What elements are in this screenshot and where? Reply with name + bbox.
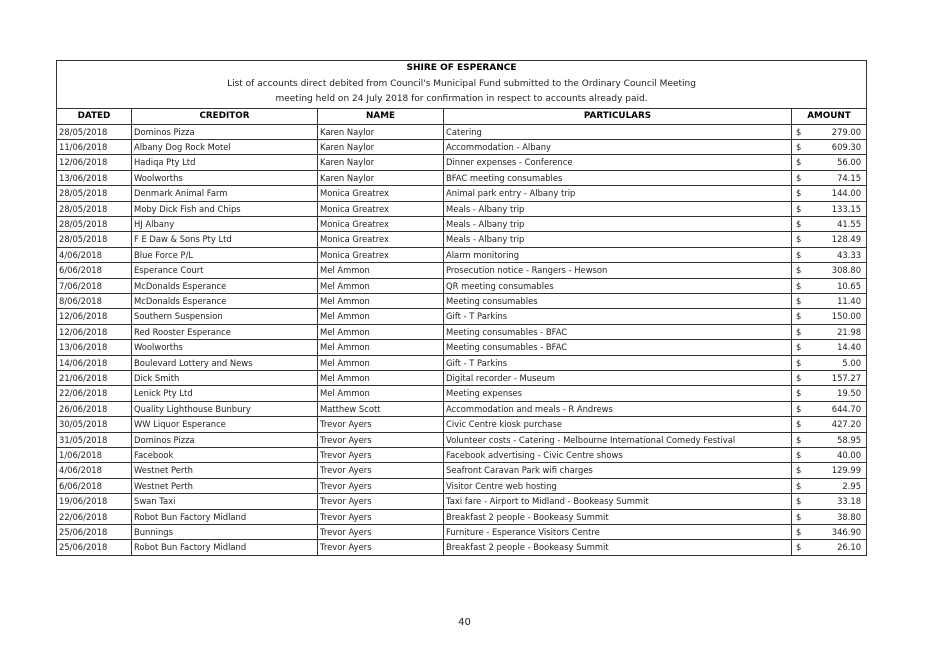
currency-symbol: $	[796, 295, 802, 306]
cell-particulars: Catering	[444, 124, 792, 139]
cell-amount	[792, 216, 867, 231]
currency-symbol: $	[796, 280, 802, 291]
cell-date: 19/06/2018	[57, 494, 132, 509]
accounts-table	[56, 60, 867, 556]
cell-particulars: Accommodation - Albany	[444, 139, 792, 154]
cell-amount	[792, 324, 867, 339]
currency-symbol: $	[796, 157, 802, 168]
cell-date: 25/06/2018	[57, 525, 132, 540]
amount-value: 308.80	[831, 265, 862, 276]
cell-amount	[792, 278, 867, 293]
cell-amount	[792, 263, 867, 278]
column-header-name: NAME	[318, 108, 444, 124]
amount-value: 5.00	[842, 357, 862, 368]
cell-particulars: Meals - Albany trip	[444, 216, 792, 231]
table-row	[57, 494, 867, 509]
cell-amount	[792, 124, 867, 139]
cell-date: 26/06/2018	[57, 401, 132, 416]
amount-value: 133.15	[831, 203, 862, 214]
cell-particulars: Facebook advertising - Civic Centre shows	[444, 448, 792, 463]
currency-symbol: $	[796, 265, 802, 276]
amount-value: 2.95	[842, 480, 862, 491]
cell-date: 13/06/2018	[57, 170, 132, 185]
cell-particulars: Meeting expenses	[444, 386, 792, 401]
report-title-row	[57, 61, 867, 77]
currency-symbol: $	[796, 126, 802, 137]
currency-symbol: $	[796, 373, 802, 383]
cell-creditor: Lenick Pty Ltd	[132, 386, 318, 401]
cell-creditor: Westnet Perth	[132, 478, 318, 493]
table-row	[57, 386, 867, 401]
cell-amount	[792, 309, 867, 324]
cell-name: Trevor Ayers	[318, 509, 444, 524]
cell-particulars: QR meeting consumables	[444, 278, 792, 293]
cell-date: 21/06/2018	[57, 371, 132, 386]
cell-particulars: Visitor Centre web hosting	[444, 478, 792, 493]
cell-creditor: Moby Dick Fish and Chips	[132, 201, 318, 216]
cell-name: Trevor Ayers	[318, 448, 444, 463]
cell-date: 28/05/2018	[57, 216, 132, 231]
cell-creditor: Dominos Pizza	[132, 124, 318, 139]
cell-amount	[792, 155, 867, 170]
currency-symbol: $	[796, 141, 802, 152]
cell-creditor: Robot Bun Factory Midland	[132, 509, 318, 524]
cell-date: 28/05/2018	[57, 124, 132, 139]
cell-name: Trevor Ayers	[318, 463, 444, 478]
cell-particulars: BFAC meeting consumables	[444, 170, 792, 185]
cell-creditor: Quality Lighthouse Bunbury	[132, 401, 318, 416]
cell-date: 25/06/2018	[57, 540, 132, 555]
cell-amount	[792, 247, 867, 262]
cell-amount	[792, 340, 867, 355]
table-row	[57, 371, 867, 386]
cell-amount	[792, 232, 867, 247]
currency-symbol: $	[796, 311, 802, 322]
cell-date: 7/06/2018	[57, 278, 132, 293]
cell-name: Karen Naylor	[318, 139, 444, 154]
cell-creditor: Hadiqa Pty Ltd	[132, 155, 318, 170]
table-row	[57, 324, 867, 339]
cell-amount	[792, 417, 867, 432]
cell-date: 4/06/2018	[57, 463, 132, 478]
cell-name: Matthew Scott	[318, 401, 444, 416]
cell-date: 12/06/2018	[57, 309, 132, 324]
cell-date: 14/06/2018	[57, 355, 132, 370]
cell-amount	[792, 170, 867, 185]
cell-amount	[792, 540, 867, 555]
currency-symbol: $	[796, 326, 802, 337]
cell-particulars: Alarm monitoring	[444, 247, 792, 262]
currency-symbol: $	[796, 542, 802, 553]
cell-name: Trevor Ayers	[318, 540, 444, 555]
cell-amount	[792, 201, 867, 216]
amount-value: 644.70	[831, 403, 862, 414]
currency-symbol: $	[796, 434, 802, 445]
amount-value: 33.18	[837, 496, 862, 507]
cell-amount	[792, 386, 867, 401]
amount-value: 11.40	[837, 295, 862, 306]
cell-date: 31/05/2018	[57, 432, 132, 447]
cell-amount	[792, 401, 867, 416]
cell-date: 30/05/2018	[57, 417, 132, 432]
cell-creditor: Dominos Pizza	[132, 432, 318, 447]
cell-name: Mel Ammon	[318, 340, 444, 355]
cell-date: 4/06/2018	[57, 247, 132, 262]
page-number: 40	[458, 617, 471, 628]
cell-particulars: Gift - T Parkins	[444, 355, 792, 370]
cell-date: 12/06/2018	[57, 155, 132, 170]
table-row	[57, 478, 867, 493]
cell-particulars: Gift - T Parkins	[444, 309, 792, 324]
currency-symbol: $	[796, 218, 802, 229]
table-row	[57, 448, 867, 463]
table-row	[57, 417, 867, 432]
amount-value: 43.33	[837, 249, 862, 260]
amount-value: 129.99	[831, 465, 862, 476]
cell-amount	[792, 371, 867, 386]
report-subtitle-row-1	[57, 77, 867, 93]
report-title: SHIRE OF ESPERANCE	[57, 61, 867, 77]
amount-value: 74.15	[837, 172, 862, 183]
cell-particulars: Meals - Albany trip	[444, 232, 792, 247]
cell-particulars: Meeting consumables - BFAC	[444, 324, 792, 339]
cell-amount	[792, 139, 867, 154]
table-row	[57, 216, 867, 231]
table-row	[57, 247, 867, 262]
table-row	[57, 201, 867, 216]
cell-name: Mel Ammon	[318, 371, 444, 386]
table-row	[57, 293, 867, 308]
amount-value: 150.00	[831, 311, 862, 322]
column-header-dated: DATED	[57, 108, 132, 124]
cell-amount	[792, 478, 867, 493]
cell-amount	[792, 525, 867, 540]
cell-name: Mel Ammon	[318, 263, 444, 278]
report-subtitle-line-1: List of accounts direct debited from Council's Municipal Fund submitted to the Ordinary Council Meeting	[57, 77, 867, 93]
cell-name: Monica Greatrex	[318, 201, 444, 216]
cell-amount	[792, 448, 867, 463]
cell-date: 22/06/2018	[57, 509, 132, 524]
amount-value: 58.95	[837, 434, 862, 445]
cell-name: Mel Ammon	[318, 309, 444, 324]
cell-date: 12/06/2018	[57, 324, 132, 339]
cell-particulars: Meeting consumables	[444, 293, 792, 308]
cell-particulars: Prosecution notice - Rangers - Hewson	[444, 263, 792, 278]
amount-value: 128.49	[831, 234, 862, 245]
cell-date: 11/06/2018	[57, 139, 132, 154]
cell-name: Trevor Ayers	[318, 494, 444, 509]
amount-value: 19.50	[837, 388, 862, 399]
cell-name: Monica Greatrex	[318, 186, 444, 201]
cell-particulars: Accommodation and meals - R Andrews	[444, 401, 792, 416]
cell-date: 8/06/2018	[57, 293, 132, 308]
cell-date: 6/06/2018	[57, 478, 132, 493]
currency-symbol: $	[796, 403, 802, 414]
cell-amount	[792, 355, 867, 370]
table-row	[57, 309, 867, 324]
cell-particulars: Breakfast 2 people - Bookeasy Summit	[444, 540, 792, 555]
cell-creditor: Albany Dog Rock Motel	[132, 139, 318, 154]
cell-particulars: Meals - Albany trip	[444, 201, 792, 216]
cell-name: Mel Ammon	[318, 293, 444, 308]
report-subtitle-line-2: meeting held on 24 July 2018 for confirmation in respect to accounts already paid.	[57, 92, 867, 108]
currency-symbol: $	[796, 234, 802, 245]
currency-symbol: $	[796, 203, 802, 214]
table-row	[57, 186, 867, 201]
cell-creditor: Denmark Animal Farm	[132, 186, 318, 201]
cell-particulars: Meeting consumables - BFAC	[444, 340, 792, 355]
cell-name: Mel Ammon	[318, 278, 444, 293]
cell-creditor: Esperance Court	[132, 263, 318, 278]
table-row	[57, 525, 867, 540]
cell-date: 22/06/2018	[57, 386, 132, 401]
cell-particulars: Furniture - Esperance Visitors Centre	[444, 525, 792, 540]
cell-date: 13/06/2018	[57, 340, 132, 355]
cell-creditor: Woolworths	[132, 340, 318, 355]
cell-date: 28/05/2018	[57, 186, 132, 201]
cell-name: Trevor Ayers	[318, 525, 444, 540]
table-row	[57, 540, 867, 555]
cell-name: Karen Naylor	[318, 155, 444, 170]
column-header-row	[57, 108, 867, 124]
cell-amount	[792, 494, 867, 509]
report-subtitle-row-2	[57, 92, 867, 108]
amount-value: 38.80	[837, 511, 862, 522]
currency-symbol: $	[796, 342, 802, 353]
currency-symbol: $	[796, 388, 802, 399]
table-row	[57, 401, 867, 416]
currency-symbol: $	[796, 511, 802, 522]
table-row	[57, 170, 867, 185]
cell-name: Mel Ammon	[318, 386, 444, 401]
amount-value: 14.40	[837, 342, 862, 353]
cell-particulars: Civic Centre kiosk purchase	[444, 417, 792, 432]
table-row	[57, 509, 867, 524]
cell-creditor: Southern Suspension	[132, 309, 318, 324]
table-body	[57, 124, 867, 555]
table-row	[57, 263, 867, 278]
currency-symbol: $	[796, 419, 802, 430]
table-row	[57, 278, 867, 293]
accounts-sheet	[56, 60, 866, 556]
cell-name: Monica Greatrex	[318, 216, 444, 231]
cell-creditor: McDonalds Esperance	[132, 293, 318, 308]
cell-name: Karen Naylor	[318, 170, 444, 185]
cell-name: Karen Naylor	[318, 124, 444, 139]
cell-particulars: Dinner expenses - Conference	[444, 155, 792, 170]
cell-creditor: Robot Bun Factory Midland	[132, 540, 318, 555]
cell-creditor: Westnet Perth	[132, 463, 318, 478]
amount-value: 56.00	[837, 157, 862, 168]
amount-value: 427.20	[831, 419, 862, 430]
table-row	[57, 463, 867, 478]
cell-name: Trevor Ayers	[318, 432, 444, 447]
cell-amount	[792, 463, 867, 478]
amount-value: 346.90	[831, 527, 862, 538]
column-header-creditor: CREDITOR	[132, 108, 318, 124]
currency-symbol: $	[796, 450, 802, 461]
cell-creditor: Dick Smith	[132, 371, 318, 386]
column-header-amount: AMOUNT	[792, 108, 867, 124]
cell-amount	[792, 186, 867, 201]
cell-particulars: Animal park entry - Albany trip	[444, 186, 792, 201]
cell-creditor: Swan Taxi	[132, 494, 318, 509]
cell-creditor: WW Liquor Esperance	[132, 417, 318, 432]
cell-name: Monica Greatrex	[318, 232, 444, 247]
currency-symbol: $	[796, 480, 802, 491]
amount-value: 26.10	[837, 542, 862, 553]
cell-creditor: Woolworths	[132, 170, 318, 185]
amount-value: 40.00	[837, 450, 862, 461]
cell-name: Trevor Ayers	[318, 478, 444, 493]
currency-symbol: $	[796, 496, 802, 507]
cell-amount	[792, 293, 867, 308]
cell-date: 28/05/2018	[57, 201, 132, 216]
amount-value: 21.98	[837, 326, 862, 337]
amount-value: 157.27	[831, 373, 862, 383]
cell-creditor: HJ Albany	[132, 216, 318, 231]
currency-symbol: $	[796, 527, 802, 538]
table-row	[57, 124, 867, 139]
cell-name: Monica Greatrex	[318, 247, 444, 262]
cell-amount	[792, 432, 867, 447]
cell-name: Trevor Ayers	[318, 417, 444, 432]
amount-value: 609.30	[831, 141, 862, 152]
cell-creditor: Facebook	[132, 448, 318, 463]
table-row	[57, 139, 867, 154]
cell-creditor: Bunnings	[132, 525, 318, 540]
table-row	[57, 155, 867, 170]
table-row	[57, 232, 867, 247]
table-row	[57, 355, 867, 370]
cell-name: Mel Ammon	[318, 324, 444, 339]
currency-symbol: $	[796, 172, 802, 183]
currency-symbol: $	[796, 188, 802, 199]
cell-creditor: Red Rooster Esperance	[132, 324, 318, 339]
cell-creditor: McDonalds Esperance	[132, 278, 318, 293]
table-row	[57, 340, 867, 355]
cell-particulars: Taxi fare - Airport to Midland - Bookeasy Summit	[444, 494, 792, 509]
cell-creditor: F E Daw & Sons Pty Ltd	[132, 232, 318, 247]
cell-date: 6/06/2018	[57, 263, 132, 278]
cell-date: 28/05/2018	[57, 232, 132, 247]
cell-particulars: Breakfast 2 people - Bookeasy Summit	[444, 509, 792, 524]
cell-creditor: Boulevard Lottery and News	[132, 355, 318, 370]
cell-name: Mel Ammon	[318, 355, 444, 370]
cell-amount	[792, 509, 867, 524]
column-header-particulars: PARTICULARS	[444, 108, 792, 124]
table-row	[57, 432, 867, 447]
currency-symbol: $	[796, 357, 802, 368]
amount-value: 279.00	[831, 126, 862, 137]
cell-particulars: Seafront Caravan Park wifi charges	[444, 463, 792, 478]
cell-creditor: Blue Force P/L	[132, 247, 318, 262]
currency-symbol: $	[796, 465, 802, 476]
cell-particulars: Volunteer costs - Catering - Melbourne International Comedy Festival	[444, 432, 792, 447]
cell-date: 1/06/2018	[57, 448, 132, 463]
currency-symbol: $	[796, 249, 802, 260]
amount-value: 41.55	[837, 218, 862, 229]
amount-value: 144.00	[831, 188, 862, 199]
amount-value: 10.65	[837, 280, 862, 291]
cell-particulars: Digital recorder - Museum	[444, 371, 792, 386]
